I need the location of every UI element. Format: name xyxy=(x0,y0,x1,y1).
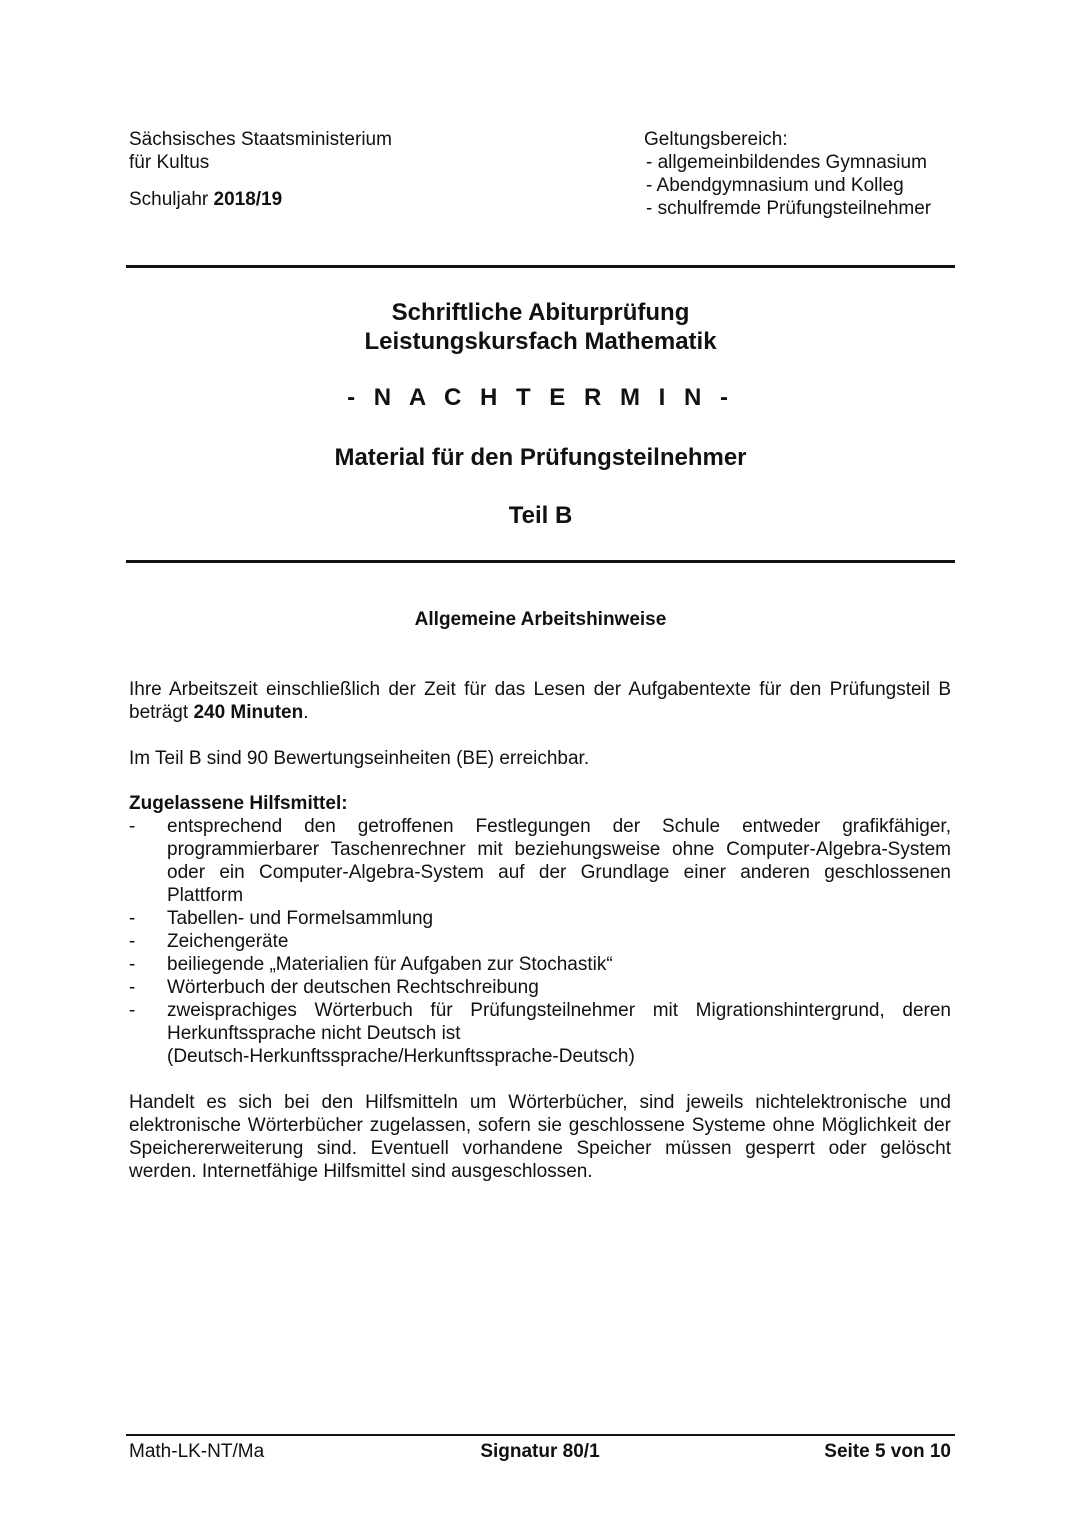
points-paragraph: Im Teil B sind 90 Bewertungseinheiten (BE) erreichbar. xyxy=(129,748,590,769)
ministry-line-2: für Kultus xyxy=(129,152,210,173)
aids-heading: Zugelassene Hilfsmittel: xyxy=(129,793,348,814)
top-divider xyxy=(126,265,955,268)
worktime-text: Ihre Arbeitszeit einschließlich der Zeit für das Lesen der Aufgabentexte für den Prüfungsteil B beträgt xyxy=(129,679,951,723)
exam-title xyxy=(126,298,955,356)
issuer-block xyxy=(129,128,392,211)
ministry-line-1: Sächsisches Staatsministerium xyxy=(129,129,392,150)
aids-section xyxy=(129,792,951,1068)
middle-divider xyxy=(126,560,955,563)
aid-item: - beiliegende „Materialien für Aufgaben zur Stochastik“ xyxy=(129,954,613,975)
aid-item: - Wörterbuch der deutschen Rechtschreibung xyxy=(129,977,539,998)
aid-item: - Zeichengeräte xyxy=(129,931,289,952)
scope-block xyxy=(644,128,931,220)
dictionary-paragraph: Handelt es sich bei den Hilfsmitteln um Wörterbücher, sind jeweils nichtelektronische und elektronische Wörterbücher zugelassen, sofern sie geschlossene Systeme ohne Möglichkeit der Speichererweiterung sind. Eventuell vorhandene Speicher müssen gesperrt oder gelöscht werden. Internetfähige Hilfsmittel sind ausgeschlossen. xyxy=(129,1092,951,1182)
nachtermin-label: - N A C H T E R M I N - xyxy=(347,384,734,411)
exam-title-line-1: Schriftliche Abiturprüfung xyxy=(391,299,690,326)
scope-item: - schulfremde Prüfungsteilnehmer xyxy=(646,198,932,219)
instructions-heading: Allgemeine Arbeitshinweise xyxy=(414,609,667,630)
worktime-end: . xyxy=(303,702,309,723)
footer-divider xyxy=(126,1434,955,1436)
footer-signature: Signatur 80/1 xyxy=(480,1441,600,1462)
aids-list xyxy=(129,815,951,1068)
part-label: Teil B xyxy=(508,502,573,529)
scope-item: - Abendgymnasium und Kolleg xyxy=(646,175,904,196)
material-label: Material für den Prüfungsteilnehmer xyxy=(334,444,747,471)
aid-item: - zweisprachiges Wörterbuch für Prüfungsteilnehmer mit Migrationshintergrund, deren Herkunftssprache nicht Deutsch ist xyxy=(129,1000,951,1044)
scope-item: - allgemeinbildendes Gymnasium xyxy=(646,152,927,173)
school-year-value: 2018/19 xyxy=(213,189,283,210)
worktime-paragraph xyxy=(129,678,951,724)
exam-title-line-2: Leistungskursfach Mathematik xyxy=(364,328,717,355)
aid-item: - entsprechend den getroffenen Festlegungen der Schule entweder grafikfähiger, programmierbarer Taschenrechner mit beziehungsweise ohne Computer-Algebra-System oder ein Computer-Algebra-System auf der Grundlage einer anderen geschlossenen Plattform xyxy=(129,816,951,906)
worktime-value: 240 Minuten xyxy=(193,702,304,723)
school-year-label: Schuljahr xyxy=(129,189,209,210)
aid-item-continuation: (Deutsch-Herkunftssprache/Herkunftssprache-Deutsch) xyxy=(167,1046,635,1067)
footer-code: Math-LK-NT/Ma xyxy=(129,1441,265,1462)
school-year xyxy=(129,188,392,211)
aid-item: - Tabellen- und Formelsammlung xyxy=(129,908,434,929)
footer-page-number: Seite 5 von 10 xyxy=(824,1441,951,1462)
scope-title: Geltungsbereich: xyxy=(644,129,788,150)
